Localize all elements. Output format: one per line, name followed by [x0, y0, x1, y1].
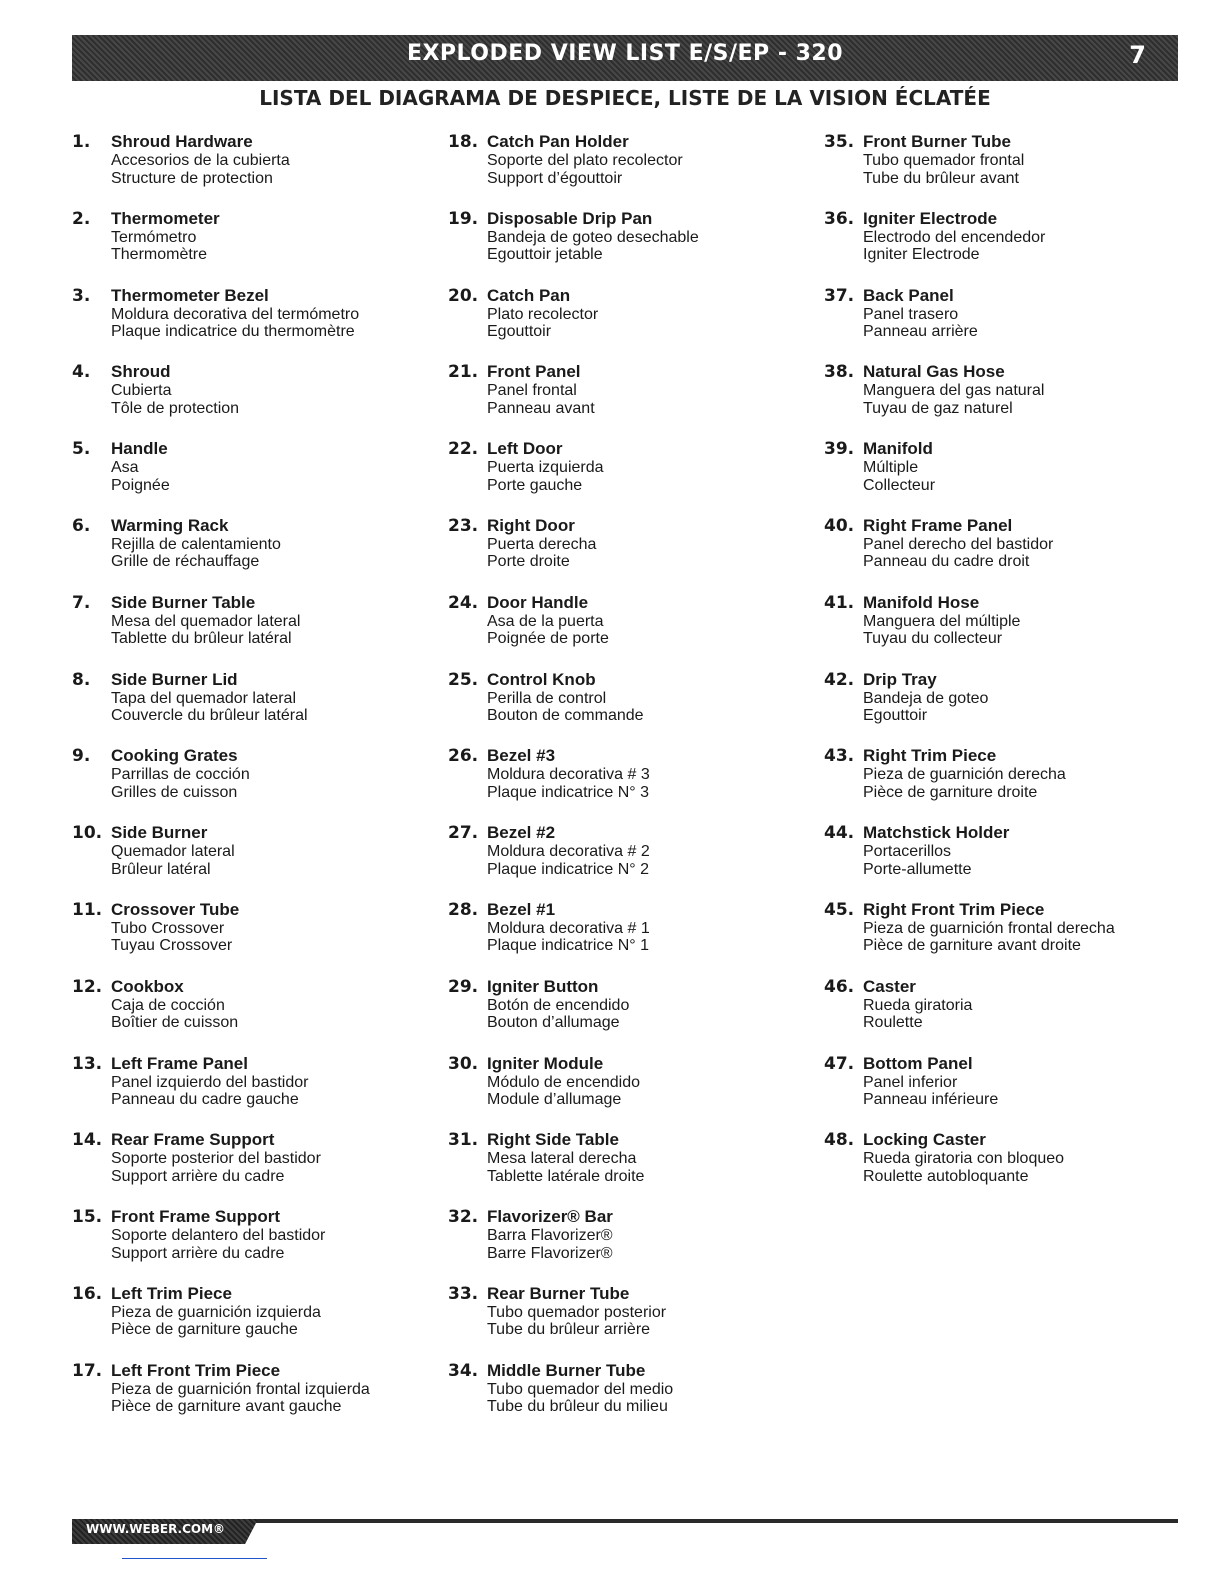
part-name-french: Tablette du brûleur latéral	[111, 630, 292, 648]
part-number: 4.	[72, 362, 91, 383]
part-list-item	[448, 209, 808, 286]
part-name-french: Egouttoir	[487, 323, 552, 341]
part-list-item	[72, 746, 432, 823]
part-list-item	[72, 1284, 432, 1361]
part-name-english: Side Burner Table	[111, 592, 256, 612]
part-name-french: Module d’allumage	[487, 1091, 622, 1109]
part-number: 42.	[824, 669, 855, 690]
part-name-spanish: Plato recolector	[487, 305, 599, 323]
part-list-item	[824, 823, 1184, 900]
part-name-english: Matchstick Holder	[863, 823, 1010, 843]
part-name-french: Panneau du cadre gauche	[111, 1091, 299, 1109]
part-number: 41.	[824, 592, 855, 613]
part-names	[111, 439, 170, 494]
part-names	[863, 132, 1024, 187]
part-name-english: Door Handle	[487, 592, 589, 612]
part-list-item	[448, 362, 808, 439]
part-names	[111, 1284, 321, 1339]
part-name-english: Bezel #2	[487, 823, 556, 843]
part-number: 30.	[448, 1053, 479, 1074]
part-name-spanish: Electrodo del encendedor	[863, 228, 1046, 246]
part-names	[863, 823, 1009, 878]
part-name-english: Right Trim Piece	[863, 746, 997, 766]
part-number: 18.	[448, 132, 479, 152]
part-number: 43.	[824, 746, 855, 767]
part-names	[111, 209, 220, 264]
part-list-item	[448, 900, 808, 977]
part-name-french: Plaque indicatrice N° 1	[487, 937, 650, 955]
part-list-item	[824, 209, 1184, 286]
part-name-english: Left Front Trim Piece	[111, 1360, 281, 1380]
part-list-item	[824, 1054, 1184, 1131]
part-name-english: Crossover Tube	[111, 899, 240, 919]
part-name-english: Disposable Drip Pan	[487, 208, 653, 228]
part-list-item	[448, 746, 808, 823]
part-name-french: Barre Flavorizer®	[487, 1244, 613, 1262]
part-name-french: Panneau du cadre droit	[863, 553, 1030, 571]
part-number: 20.	[448, 285, 479, 306]
part-number: 23.	[448, 515, 479, 536]
part-list-item	[448, 1207, 808, 1284]
part-name-french: Plaque indicatrice du thermomètre	[111, 323, 355, 341]
part-name-spanish: Tubo quemador del medio	[487, 1380, 674, 1398]
part-list-item	[824, 670, 1184, 747]
part-name-french: Grille de réchauffage	[111, 553, 260, 571]
part-names	[111, 593, 300, 648]
part-names	[863, 516, 1053, 571]
part-name-spanish: Cubierta	[111, 382, 172, 400]
part-name-french: Igniter Electrode	[863, 246, 980, 264]
part-name-english: Shroud	[111, 362, 171, 382]
part-number: 10.	[72, 823, 103, 844]
part-names	[863, 286, 978, 341]
part-name-french: Poignée	[111, 476, 170, 494]
part-list-item	[448, 286, 808, 363]
part-name-english: Catch Pan Holder	[487, 132, 629, 151]
part-list-item	[824, 593, 1184, 670]
part-name-french: Tablette latérale droite	[487, 1167, 645, 1185]
part-name-english: Igniter Module	[487, 1053, 604, 1073]
part-name-english: Catch Pan	[487, 285, 571, 305]
part-name-french: Roulette autobloquante	[863, 1167, 1029, 1185]
part-number: 3.	[72, 285, 91, 306]
part-name-french: Tube du brûleur arrière	[487, 1321, 651, 1339]
part-number: 36.	[824, 208, 855, 229]
part-name-spanish: Manguera del gas natural	[863, 382, 1045, 400]
part-number: 45.	[824, 899, 855, 920]
part-name-english: Left Door	[487, 439, 563, 459]
part-list-item	[72, 1130, 432, 1207]
part-name-french: Roulette	[863, 1014, 923, 1032]
parts-column-2	[448, 132, 808, 1438]
part-name-french: Support arrière du cadre	[111, 1244, 285, 1262]
part-number: 8.	[72, 669, 91, 690]
part-names	[487, 1207, 613, 1262]
part-name-english: Middle Burner Tube	[487, 1360, 646, 1380]
part-names	[487, 593, 609, 648]
part-name-spanish: Accesorios de la cubierta	[111, 152, 290, 169]
part-number: 16.	[72, 1283, 103, 1304]
part-name-spanish: Soporte delantero del bastidor	[111, 1227, 326, 1245]
part-list-item	[72, 286, 432, 363]
part-name-english: Manifold Hose	[863, 592, 980, 612]
part-number: 32.	[448, 1207, 479, 1228]
part-names	[863, 670, 988, 725]
part-name-spanish: Rueda giratoria	[863, 996, 973, 1014]
part-list-item	[824, 286, 1184, 363]
part-names	[487, 1361, 673, 1416]
part-name-english: Right Frame Panel	[863, 515, 1013, 535]
part-name-english: Igniter Button	[487, 976, 599, 996]
part-name-spanish: Tubo quemador frontal	[863, 152, 1025, 169]
part-number: 40.	[824, 515, 855, 536]
part-name-english: Side Burner	[111, 823, 208, 843]
parts-column-3	[824, 132, 1184, 1207]
part-number: 47.	[824, 1053, 855, 1074]
part-number: 39.	[824, 439, 855, 460]
part-list-item	[448, 1054, 808, 1131]
part-name-french: Tuyau Crossover	[111, 937, 233, 955]
part-name-spanish: Puerta izquierda	[487, 459, 604, 477]
part-list-item	[824, 977, 1184, 1054]
part-name-french: Plaque indicatrice N° 3	[487, 783, 650, 801]
part-list-item	[72, 1207, 432, 1284]
part-name-spanish: Panel inferior	[863, 1073, 958, 1091]
part-list-item	[448, 593, 808, 670]
part-names	[111, 362, 239, 417]
part-name-english: Right Side Table	[487, 1130, 619, 1150]
part-number: 25.	[448, 669, 479, 690]
part-name-english: Flavorizer® Bar	[487, 1207, 613, 1227]
part-number: 46.	[824, 976, 855, 997]
part-name-english: Right Front Trim Piece	[863, 899, 1045, 919]
part-number: 26.	[448, 746, 479, 767]
part-list-item	[72, 439, 432, 516]
part-name-spanish: Perilla de control	[487, 689, 607, 707]
part-name-spanish: Panel frontal	[487, 382, 577, 400]
part-name-english: Thermometer Bezel	[111, 285, 269, 305]
part-name-spanish: Pieza de guarnición izquierda	[111, 1303, 321, 1321]
part-name-spanish: Puerta derecha	[487, 535, 597, 553]
part-name-spanish: Tubo Crossover	[111, 919, 225, 937]
part-name-french: Poignée de porte	[487, 630, 609, 648]
part-name-french: Tube du brûleur du milieu	[487, 1398, 668, 1416]
part-name-english: Manifold	[863, 439, 933, 459]
part-name-english: Front Frame Support	[111, 1207, 281, 1227]
page-number: 7	[1129, 41, 1146, 69]
part-list-item	[824, 362, 1184, 439]
part-name-french: Pièce de garniture avant droite	[863, 937, 1081, 955]
part-name-french: Tube du brûleur avant	[863, 169, 1019, 187]
part-number: 15.	[72, 1207, 103, 1228]
part-names	[487, 209, 699, 264]
part-name-spanish: Moldura decorativa # 3	[487, 766, 650, 784]
part-name-french: Bouton d’allumage	[487, 1014, 620, 1032]
footer-url[interactable]: WWW.WEBER.COM®	[86, 1522, 226, 1536]
part-number: 29.	[448, 976, 479, 997]
part-name-french: Pièce de garniture gauche	[111, 1321, 298, 1339]
part-number: 27.	[448, 823, 479, 844]
part-list-item	[448, 1130, 808, 1207]
part-names	[487, 823, 650, 878]
part-name-english: Bezel #3	[487, 746, 556, 766]
part-name-spanish: Parrillas de cocción	[111, 766, 250, 784]
part-name-spanish: Moldura decorativa # 1	[487, 919, 650, 937]
part-name-spanish: Quemador lateral	[111, 843, 235, 861]
part-number: 1.	[72, 132, 91, 152]
part-names	[863, 439, 935, 494]
part-name-french: Pièce de garniture avant gauche	[111, 1398, 342, 1416]
part-name-french: Couvercle du brûleur latéral	[111, 707, 308, 725]
part-list-item	[72, 823, 432, 900]
part-names	[863, 746, 1066, 801]
part-number: 37.	[824, 285, 855, 306]
part-name-french: Support arrière du cadre	[111, 1167, 285, 1185]
part-name-spanish: Caja de cocción	[111, 996, 225, 1014]
part-number: 38.	[824, 362, 855, 383]
part-list-item	[72, 209, 432, 286]
part-list-item	[72, 977, 432, 1054]
part-number: 11.	[72, 899, 103, 920]
part-list-item	[72, 132, 432, 209]
part-name-english: Front Panel	[487, 362, 581, 382]
part-names	[487, 977, 629, 1032]
part-names	[487, 286, 598, 341]
part-name-french: Bouton de commande	[487, 707, 644, 725]
part-name-spanish: Rueda giratoria con bloqueo	[863, 1150, 1065, 1168]
part-name-english: Drip Tray	[863, 669, 937, 689]
part-names	[111, 900, 239, 955]
part-name-spanish: Portacerillos	[863, 843, 952, 861]
part-names	[111, 1361, 370, 1416]
part-name-english: Cookbox	[111, 976, 184, 996]
part-number: 12.	[72, 976, 103, 997]
part-name-english: Cooking Grates	[111, 746, 238, 766]
part-name-spanish: Mesa del quemador lateral	[111, 612, 301, 630]
part-name-french: Panneau avant	[487, 399, 595, 417]
part-names	[487, 132, 683, 187]
part-names	[863, 362, 1044, 417]
part-name-english: Back Panel	[863, 285, 954, 305]
part-list-item	[448, 439, 808, 516]
part-name-english: Bottom Panel	[863, 1053, 973, 1073]
part-name-english: Left Frame Panel	[111, 1053, 248, 1073]
part-names	[863, 1054, 998, 1109]
part-name-english: Bezel #1	[487, 899, 556, 919]
part-number: 9.	[72, 746, 91, 767]
part-name-spanish: Moldura decorativa del termómetro	[111, 305, 360, 323]
part-names	[111, 823, 235, 878]
part-name-french: Plaque indicatrice N° 2	[487, 860, 650, 878]
part-name-spanish: Rejilla de calentamiento	[111, 535, 281, 553]
part-names	[487, 439, 604, 494]
part-list-item	[824, 132, 1184, 209]
part-names	[111, 516, 281, 571]
page-title: EXPLODED VIEW LIST E/S/EP - 320	[406, 41, 844, 66]
part-names	[111, 1130, 321, 1185]
part-name-spanish: Bandeja de goteo desechable	[487, 228, 699, 246]
part-name-french: Egouttoir	[863, 707, 928, 725]
part-name-french: Grilles de cuisson	[111, 783, 238, 801]
header-bar	[72, 35, 1178, 81]
part-name-english: Control Knob	[487, 669, 596, 689]
part-names	[111, 1207, 325, 1262]
part-names	[863, 977, 972, 1032]
part-names	[111, 1054, 308, 1109]
part-names	[487, 1284, 666, 1339]
part-name-french: Boîtier de cuisson	[111, 1014, 239, 1032]
part-number: 14.	[72, 1130, 103, 1151]
part-name-french: Tuyau du collecteur	[863, 630, 1003, 648]
part-name-english: Left Trim Piece	[111, 1283, 232, 1303]
part-name-spanish: Asa de la puerta	[487, 612, 604, 630]
part-names	[487, 746, 650, 801]
part-list-item	[72, 516, 432, 593]
part-name-english: Handle	[111, 439, 168, 459]
part-name-spanish: Panel trasero	[863, 305, 959, 323]
part-name-spanish: Soporte del plato recolector	[487, 152, 683, 169]
part-name-english: Rear Frame Support	[111, 1130, 275, 1150]
part-names	[863, 1130, 1064, 1185]
footer-underline	[122, 1558, 267, 1559]
part-name-english: Side Burner Lid	[111, 669, 238, 689]
part-names	[111, 132, 290, 187]
part-name-french: Brûleur latéral	[111, 860, 211, 878]
part-name-spanish: Bandeja de goteo	[863, 689, 989, 707]
part-name-spanish: Tapa del quemador lateral	[111, 689, 297, 707]
part-name-french: Tôle de protection	[111, 399, 240, 417]
page-subtitle: LISTA DEL DIAGRAMA DE DESPIECE, LISTE DE LA VISION ÉCLATÉE	[259, 86, 991, 110]
part-name-french: Pièce de garniture droite	[863, 783, 1038, 801]
part-name-french: Panneau arrière	[863, 323, 978, 341]
part-name-french: Porte-allumette	[863, 860, 972, 878]
part-list-item	[72, 362, 432, 439]
parts-column-1	[72, 132, 432, 1438]
part-name-french: Panneau inférieure	[863, 1091, 999, 1109]
part-name-english: Front Burner Tube	[863, 132, 1011, 151]
part-list-item	[448, 670, 808, 747]
part-name-spanish: Barra Flavorizer®	[487, 1227, 613, 1245]
part-list-item	[72, 1054, 432, 1131]
part-list-item	[72, 900, 432, 977]
part-name-english: Caster	[863, 976, 916, 996]
part-names	[111, 670, 308, 725]
part-name-spanish: Mesa lateral derecha	[487, 1150, 637, 1168]
part-name-french: Porte droite	[487, 553, 570, 571]
part-name-french: Collecteur	[863, 476, 936, 494]
part-name-spanish: Pieza de guarnición frontal derecha	[863, 919, 1115, 937]
part-list-item	[72, 1361, 432, 1438]
part-list-item	[824, 746, 1184, 823]
part-name-spanish: Múltiple	[863, 459, 919, 477]
part-list-item	[824, 1130, 1184, 1207]
part-name-spanish: Panel izquierdo del bastidor	[111, 1073, 309, 1091]
part-name-english: Warming Rack	[111, 515, 229, 535]
part-number: 48.	[824, 1130, 855, 1151]
part-list-item	[824, 900, 1184, 977]
part-name-english: Natural Gas Hose	[863, 362, 1005, 382]
part-number: 35.	[824, 132, 855, 152]
part-name-spanish: Pieza de guarnición frontal izquierda	[111, 1380, 370, 1398]
part-list-item	[72, 593, 432, 670]
part-name-french: Support d’égouttoir	[487, 169, 623, 187]
part-name-english: Thermometer	[111, 208, 220, 228]
part-list-item	[448, 516, 808, 593]
part-name-spanish: Botón de encendido	[487, 996, 630, 1014]
part-number: 7.	[72, 592, 91, 613]
part-name-spanish: Manguera del múltiple	[863, 612, 1021, 630]
part-number: 17.	[72, 1360, 103, 1381]
part-name-french: Porte gauche	[487, 476, 583, 494]
part-number: 22.	[448, 439, 479, 460]
part-number: 28.	[448, 899, 479, 920]
part-number: 44.	[824, 823, 855, 844]
part-list-item	[72, 670, 432, 747]
part-list-item	[448, 1361, 808, 1438]
part-name-french: Egouttoir jetable	[487, 246, 603, 264]
part-number: 21.	[448, 362, 479, 383]
part-name-spanish: Moldura decorativa # 2	[487, 843, 650, 861]
part-list-item	[448, 1284, 808, 1361]
part-names	[111, 286, 359, 341]
part-names	[863, 593, 1020, 648]
part-names	[487, 1054, 640, 1109]
part-name-french: Tuyau de gaz naturel	[863, 399, 1013, 417]
part-names	[111, 746, 250, 801]
part-names	[863, 900, 1115, 955]
part-name-spanish: Tubo quemador posterior	[487, 1303, 667, 1321]
part-name-french: Structure de protection	[111, 169, 273, 187]
part-number: 13.	[72, 1053, 103, 1074]
part-name-spanish: Panel derecho del bastidor	[863, 535, 1054, 553]
part-number: 2.	[72, 208, 91, 229]
part-list-item	[824, 439, 1184, 516]
part-number: 33.	[448, 1283, 479, 1304]
part-names	[487, 362, 595, 417]
part-number: 34.	[448, 1360, 479, 1381]
part-number: 19.	[448, 208, 479, 229]
part-name-english: Locking Caster	[863, 1130, 986, 1150]
part-list-item	[448, 132, 808, 209]
part-name-english: Rear Burner Tube	[487, 1283, 630, 1303]
part-names	[487, 516, 596, 571]
part-number: 24.	[448, 592, 479, 613]
part-name-english: Right Door	[487, 515, 575, 535]
part-names	[111, 977, 238, 1032]
part-name-english: Shroud Hardware	[111, 132, 253, 151]
part-number: 5.	[72, 439, 91, 460]
part-list-item	[448, 823, 808, 900]
part-name-spanish: Asa	[111, 459, 139, 477]
part-number: 6.	[72, 515, 91, 536]
part-number: 31.	[448, 1130, 479, 1151]
part-names	[863, 209, 1045, 264]
part-name-spanish: Termómetro	[111, 228, 197, 246]
part-names	[487, 1130, 644, 1185]
part-name-spanish: Pieza de guarnición derecha	[863, 766, 1066, 784]
part-names	[487, 670, 644, 725]
part-name-spanish: Módulo de encendido	[487, 1073, 641, 1091]
part-name-english: Igniter Electrode	[863, 208, 998, 228]
part-list-item	[448, 977, 808, 1054]
part-name-french: Thermomètre	[111, 246, 208, 264]
part-name-spanish: Soporte posterior del bastidor	[111, 1150, 321, 1168]
part-list-item	[824, 516, 1184, 593]
part-names	[487, 900, 650, 955]
